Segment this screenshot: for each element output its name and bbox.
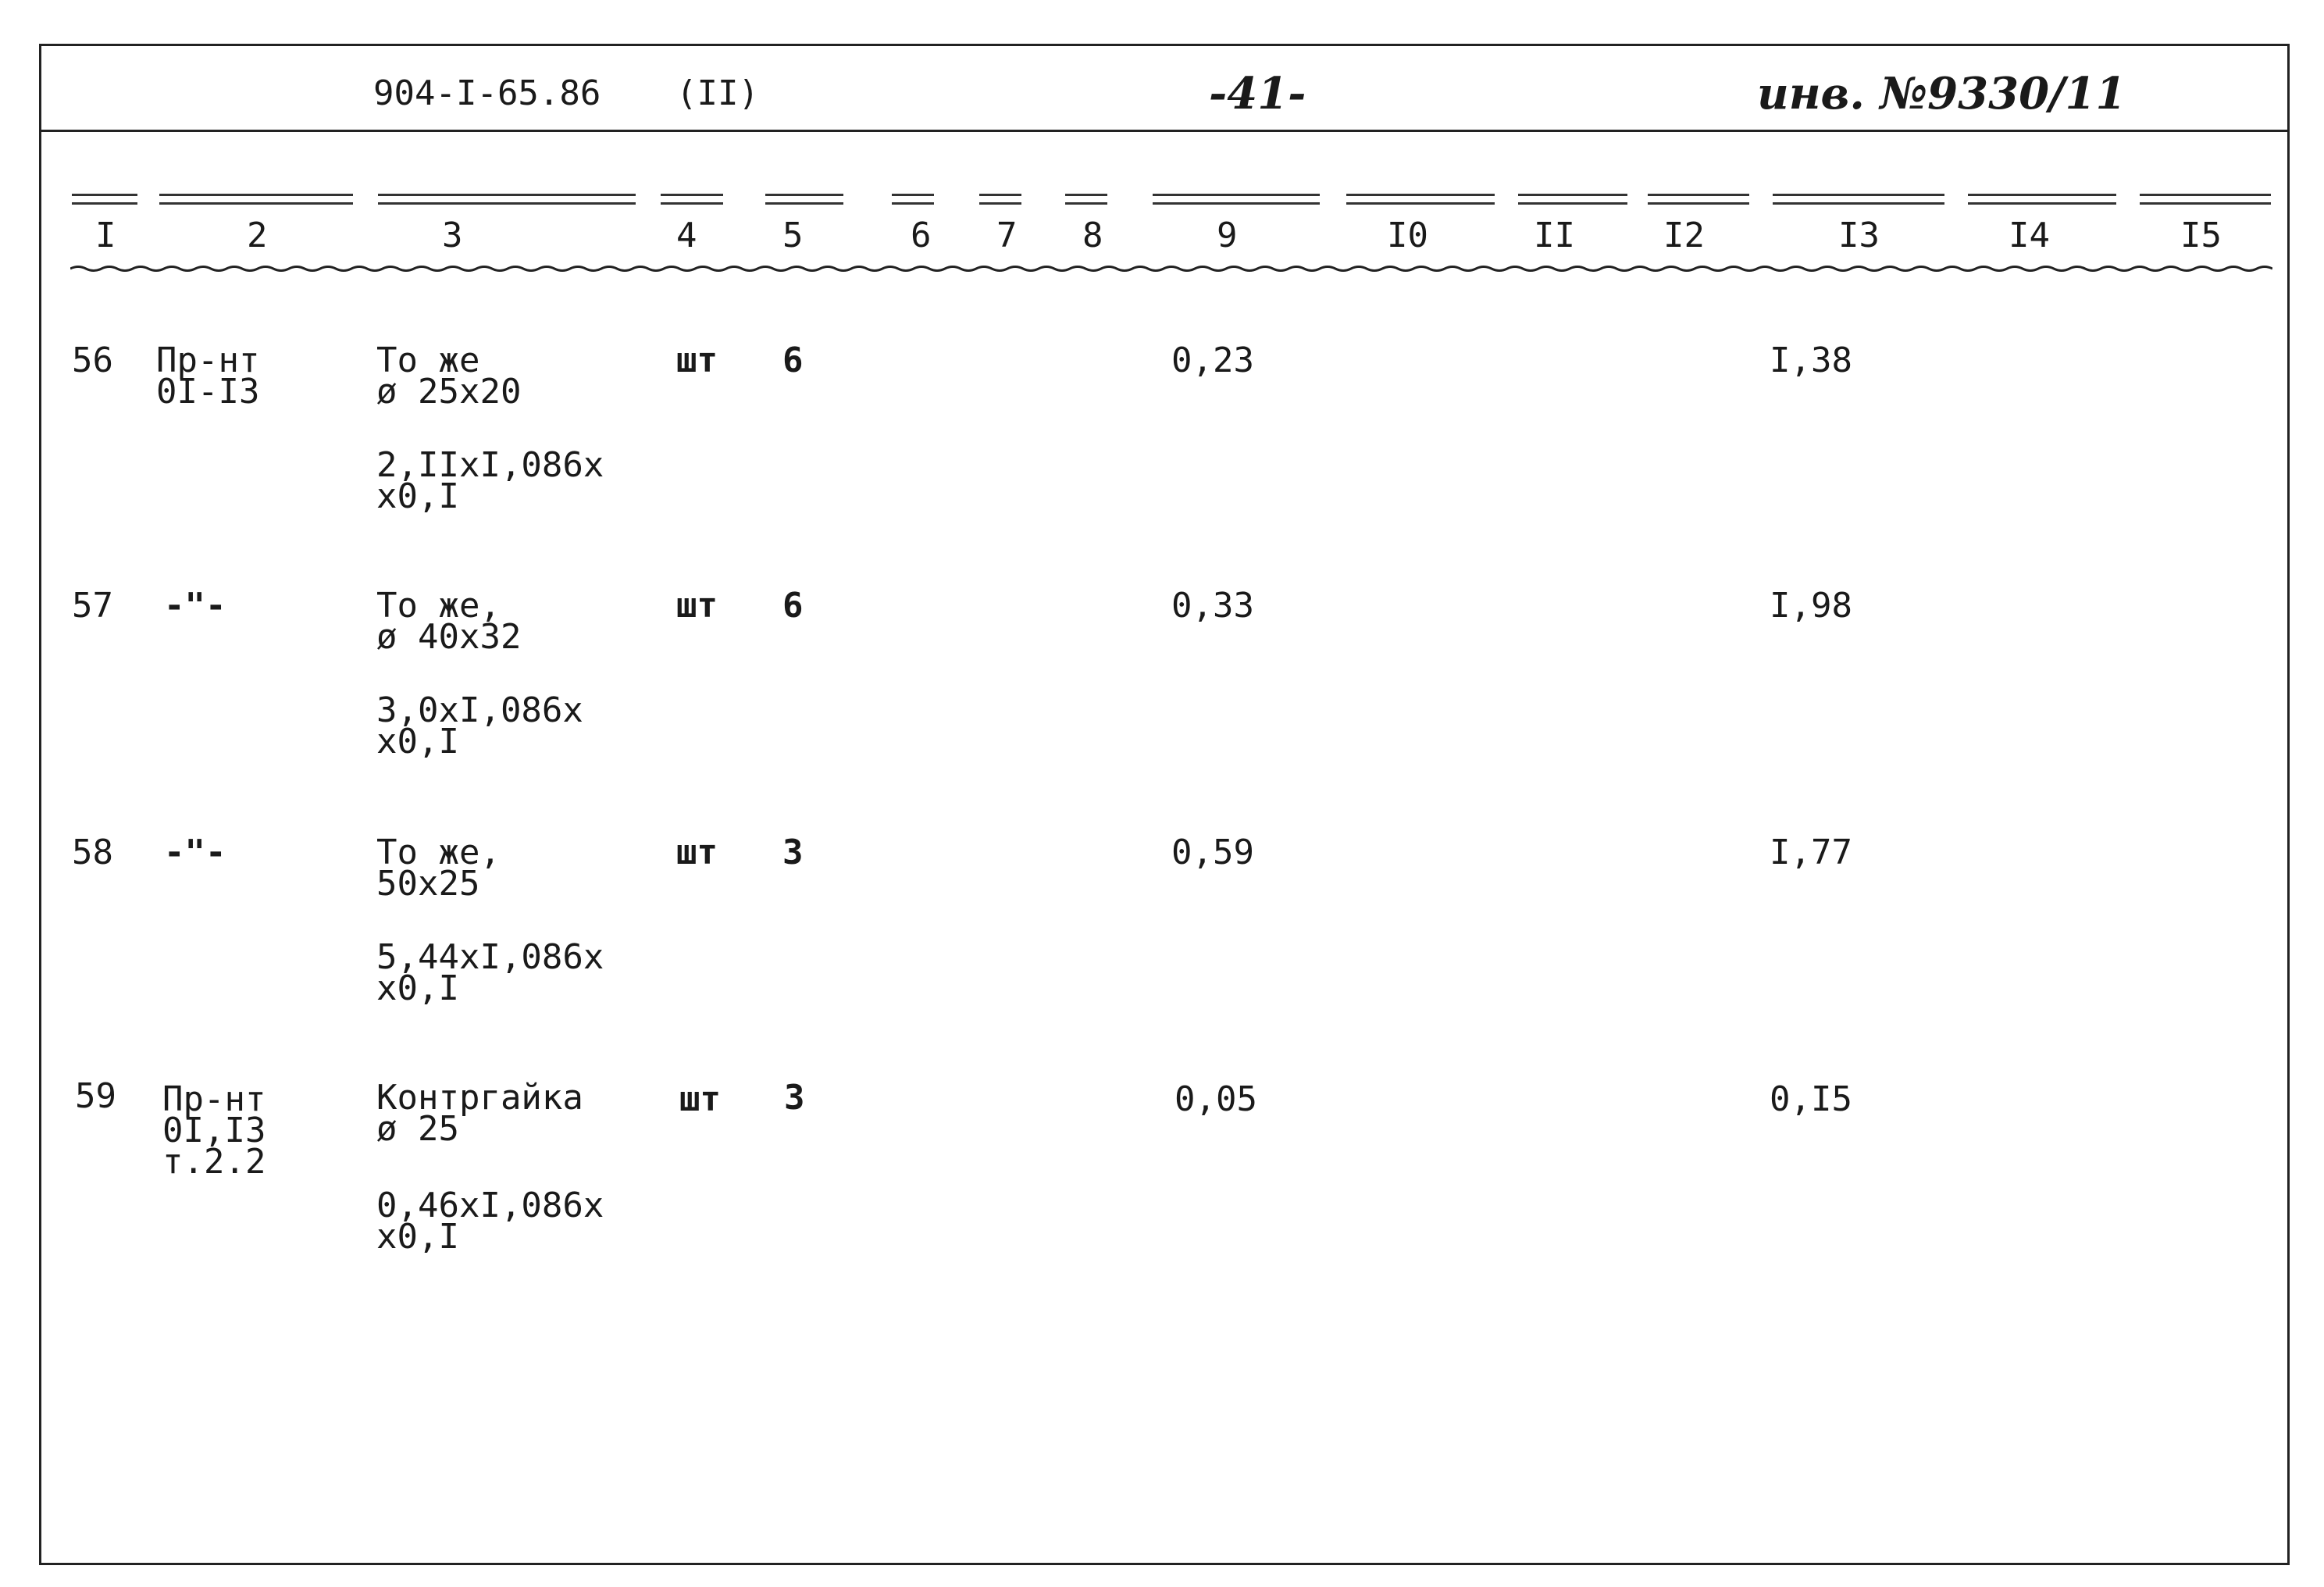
row-calculation: 5,44xI,086x x0,I [376,937,604,1008]
row-description: То же, 50x25 [376,833,501,904]
inventory-note: инв. №9330/11 [1757,68,2126,119]
page-number: -41- [1209,68,1306,119]
column-rule [1773,194,1944,205]
column-number: 8 [1082,216,1103,255]
row-description: То же, ø 40x32 [376,586,522,657]
column-rule [979,194,1021,205]
column-number: 7 [996,216,1018,255]
row-description: Контргайка ø 25 [376,1078,583,1149]
row-description: То же ø 25x20 [376,341,522,412]
row-calculation: 2,IIxI,086x x0,I [376,445,604,516]
row-unit: шт [676,341,718,380]
row-reference: Пр-нт 0I-I3 [156,341,260,412]
column-number: I [95,216,116,255]
row-number: 57 [72,586,113,626]
row-number: 59 [75,1076,116,1116]
column-number: I5 [2180,216,2222,255]
row-unit: шт [676,833,718,872]
row-quantity: 6 [782,341,804,380]
column-number: 3 [442,216,463,255]
row-reference: -"- [164,586,226,626]
column-number: I0 [1387,216,1428,255]
column-number: 4 [676,216,697,255]
row-unit: шт [679,1079,721,1119]
column-number: I2 [1663,216,1705,255]
column-rule [72,194,137,205]
row-col13-value: I,38 [1770,341,1852,380]
column-rule [765,194,843,205]
column-rule [1065,194,1107,205]
column-number: II [1534,216,1575,255]
row-col9-value: 0,33 [1171,586,1254,626]
header-wavy-rule [70,264,2272,273]
row-col13-value: I,77 [1770,833,1852,872]
row-reference: -"- [164,833,226,872]
column-number: I3 [1838,216,1880,255]
column-number: 2 [247,216,268,255]
column-number: 5 [782,216,804,255]
column-number: 9 [1217,216,1238,255]
row-unit: шт [676,586,718,626]
row-number: 56 [72,341,113,380]
row-quantity: 3 [784,1078,805,1118]
row-col9-value: 0,23 [1171,341,1254,380]
doc-part: (II) [676,73,759,113]
column-rule [1153,194,1320,205]
column-number: I4 [2009,216,2050,255]
row-quantity: 3 [782,833,804,872]
column-rule [159,194,353,205]
row-number: 58 [72,833,113,872]
row-calculation: 0,46xI,086x x0,I [376,1186,604,1257]
column-rule [1648,194,1749,205]
column-rule [1346,194,1495,205]
row-reference: Пр-нт 0I,I3 т.2.2 [162,1079,266,1182]
doc-code: 904-I-65.86 [373,73,601,113]
header-divider [39,130,2290,132]
column-rule [661,194,723,205]
row-col13-value: I,98 [1770,586,1852,626]
column-number: 6 [911,216,932,255]
row-col9-value: 0,59 [1171,833,1254,872]
row-col9-value: 0,05 [1174,1079,1257,1119]
column-rule [1518,194,1627,205]
column-rule [1968,194,2116,205]
column-rule [378,194,636,205]
row-col13-value: 0,I5 [1770,1079,1852,1119]
column-rule [892,194,934,205]
row-quantity: 6 [782,586,804,626]
row-calculation: 3,0xI,086x x0,I [376,690,583,761]
column-rule [2140,194,2271,205]
